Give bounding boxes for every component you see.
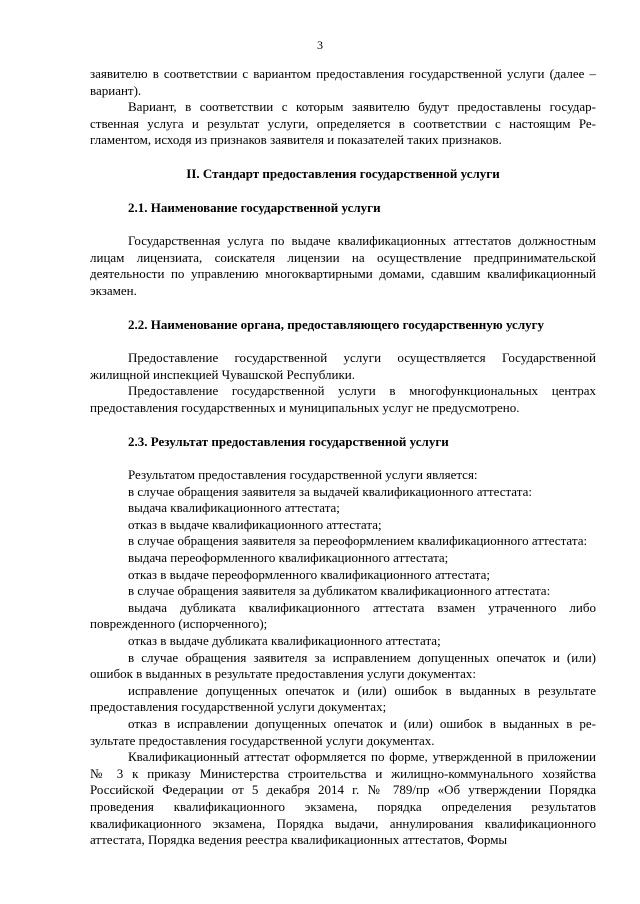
section-spacer	[90, 333, 596, 350]
subsection-heading: 2.2. Наименование органа, предоставляющего государственную услугу	[128, 316, 545, 332]
paragraph: Предоставление государственной услуги в многофункциональных центрах предоставления государственных и муниципальных услуг не предусмотрено.	[90, 383, 596, 415]
paragraph: Вариант, в соответствии с которым заявителю будут предоставлены государственная услуга и результат услуги, определяется в соответствии с настоящим Регламентом, исходя из признаков заявителя и показателей таких признаков.	[90, 99, 596, 148]
paragraph: в случае обращения заявителя за дубликатом квалификационного аттестата:	[128, 583, 551, 599]
paragraph: Результатом предоставления государственной услуги является:	[128, 467, 478, 483]
paragraph: Государственная услуга по выдаче квалификационных аттестатов должностным лицам лицензиата, соискателя лицензии на осуществление предпринимательской деятельности по управлению многоквартирными домами, сдавшим квалификационный экзамен.	[90, 233, 596, 298]
subsection-heading: 2.1. Наименование государственной услуги	[128, 199, 381, 215]
paragraph: в случае обращения заявителя за выдачей квалификационного аттестата:	[128, 483, 532, 499]
paragraph: заявителю в соответствии с вариантом предоставления государственной услуги (далее – вариант).	[90, 66, 596, 98]
paragraph: выдача дубликата квалификационного аттестата взамен утраченного либо поврежденного (испорченного);	[90, 599, 596, 632]
paragraph: выдача переоформленного квалификационного аттестата;	[128, 550, 449, 566]
paragraph: в случае обращения заявителя за исправлением допущенных опечаток и (или) ошибок в выданных в результате предоставления услуги документах:	[90, 649, 596, 682]
paragraph: выдача квалификационного аттестата;	[128, 500, 340, 516]
section-spacer	[90, 149, 596, 166]
paragraph: отказ в исправлении допущенных опечаток и (или) ошибок в выданных в результате предоставления государственной услуги документах.	[90, 716, 596, 748]
section-spacer	[90, 216, 596, 233]
paragraph: исправление допущенных опечаток и (или) ошибок в выданных в результате предоставления государственной услуги документах;	[90, 682, 596, 715]
section-heading: II. Стандарт предоставления государственной услуги	[186, 165, 500, 181]
paragraph: Квалификационный аттестат оформляется по форме, утвержденной в приложении № 3 к приказу Министерства строительства и жилищно-коммунального хозяйства Российской Федерации от 5 декабря 2014 г. № 789/пр «Об утверждении Порядка проведения квалификационного экзамена, порядка определения результатов квалификационного экзамена, Порядка выдачи, аннулирования квалификационного аттестата, Порядка ведения реестра квалификационных аттестатов, Формы	[90, 749, 596, 848]
paragraph: отказ в выдаче дубликата квалификационного аттестата;	[128, 633, 441, 649]
section-spacer	[90, 450, 596, 467]
paragraph: в случае обращения заявителя за переоформлением квалификационного аттестата:	[128, 533, 588, 549]
section-spacer	[90, 300, 596, 317]
section-spacer	[90, 417, 596, 434]
paragraph: отказ в выдаче переоформленного квалификационного аттестата;	[128, 566, 490, 582]
section-spacer	[90, 183, 596, 200]
paragraph: Предоставление государственной услуги осуществляется Государственной жилищной инспекцией Чувашской Республики.	[90, 350, 596, 382]
paragraph: отказ в выдаче квалификационного аттестата;	[128, 516, 382, 532]
page-number: 3	[317, 38, 323, 52]
document-body	[90, 66, 596, 849]
subsection-heading: 2.3. Результат предоставления государственной услуги	[128, 433, 449, 449]
